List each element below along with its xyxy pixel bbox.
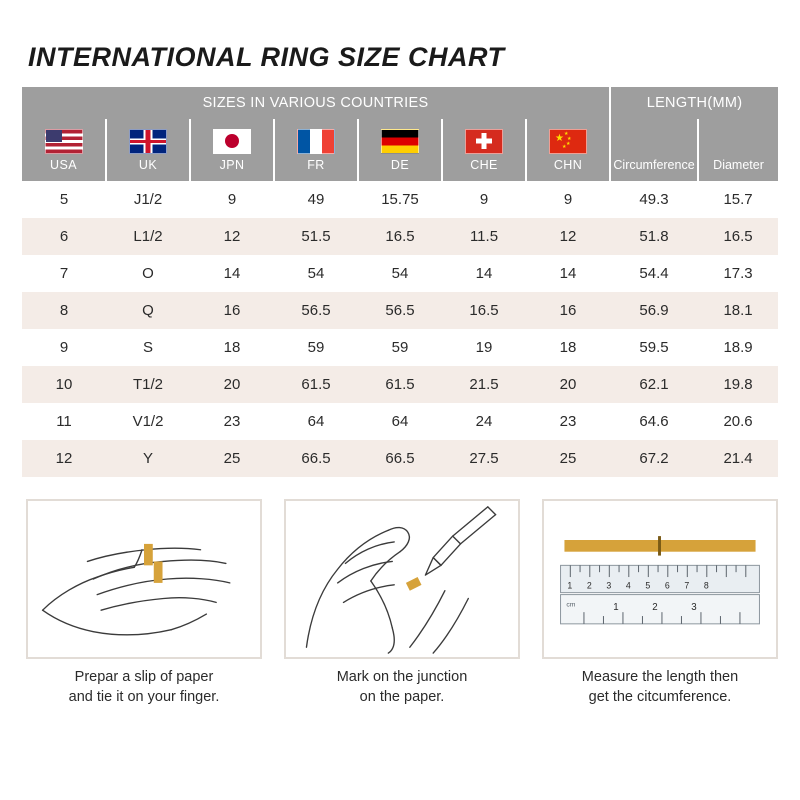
cell-chn: 25 — [526, 440, 610, 477]
cell-che: 9 — [442, 181, 526, 218]
column-header-jpn — [190, 119, 274, 181]
flag-fr-icon — [297, 129, 335, 154]
cell-circumference: 64.6 — [610, 403, 698, 440]
svg-text:2: 2 — [586, 580, 592, 591]
step-1-caption-line1: Prepar a slip of paper — [74, 669, 214, 685]
cell-chn: 20 — [526, 366, 610, 403]
cell-diameter: 19.8 — [698, 366, 778, 403]
cell-uk: V1/2 — [106, 403, 190, 440]
ring-size-table — [22, 87, 778, 477]
step-1 — [26, 499, 262, 707]
cell-circumference: 49.3 — [610, 181, 698, 218]
cell-circumference: 54.4 — [610, 255, 698, 292]
cell-uk: O — [106, 255, 190, 292]
cell-usa: 11 — [22, 403, 106, 440]
cell-che: 19 — [442, 329, 526, 366]
cell-circumference: 51.8 — [610, 218, 698, 255]
svg-text:4: 4 — [625, 580, 631, 591]
svg-text:6: 6 — [664, 580, 670, 591]
cell-fr: 59 — [274, 329, 358, 366]
svg-text:3: 3 — [606, 580, 612, 591]
table-row — [22, 218, 778, 255]
cell-fr: 66.5 — [274, 440, 358, 477]
cell-fr: 61.5 — [274, 366, 358, 403]
cell-diameter: 21.4 — [698, 440, 778, 477]
step-3-illustration — [542, 499, 778, 659]
step-1-illustration — [26, 499, 262, 659]
svg-text:1: 1 — [567, 580, 573, 591]
cell-fr: 64 — [274, 403, 358, 440]
table-flag-header-row — [22, 119, 778, 181]
cell-diameter: 15.7 — [698, 181, 778, 218]
cell-uk: Y — [106, 440, 190, 477]
cell-circumference: 67.2 — [610, 440, 698, 477]
step-2-caption-line1: Mark on the junction — [336, 669, 468, 685]
table-row — [22, 403, 778, 440]
table-row — [22, 255, 778, 292]
cell-usa: 9 — [22, 329, 106, 366]
cell-diameter: 17.3 — [698, 255, 778, 292]
svg-text:1: 1 — [613, 602, 619, 614]
flag-usa-icon — [45, 129, 83, 154]
column-header-de — [358, 119, 442, 181]
cell-fr: 56.5 — [274, 292, 358, 329]
svg-text:7: 7 — [684, 580, 690, 591]
flag-che-icon — [465, 129, 503, 154]
cell-de: 56.5 — [358, 292, 442, 329]
country-code-fr: FR — [307, 157, 325, 172]
svg-text:3: 3 — [691, 602, 697, 614]
group-header-countries: SIZES IN VARIOUS COUNTRIES — [22, 87, 610, 119]
step-3-caption-line1: Measure the length then — [581, 669, 739, 685]
column-header-fr — [274, 119, 358, 181]
country-code-uk: UK — [138, 157, 158, 172]
cell-chn: 18 — [526, 329, 610, 366]
cell-usa: 12 — [22, 440, 106, 477]
column-header-diameter — [698, 119, 778, 181]
cell-de: 16.5 — [358, 218, 442, 255]
cell-jpn: 9 — [190, 181, 274, 218]
cell-jpn: 16 — [190, 292, 274, 329]
cell-de: 59 — [358, 329, 442, 366]
table-row — [22, 366, 778, 403]
page-title: INTERNATIONAL RING SIZE CHART — [28, 42, 505, 72]
hand-pen-mark-icon — [286, 501, 518, 657]
hand-paper-strip-icon — [28, 501, 260, 657]
flag-de-icon — [381, 129, 419, 154]
step-2-caption-line2: on the paper. — [359, 688, 445, 705]
cell-chn: 9 — [526, 181, 610, 218]
step-1-caption-line2: and tie it on your finger. — [68, 688, 220, 705]
table-row — [22, 292, 778, 329]
step-2-illustration — [284, 499, 520, 659]
cell-de: 61.5 — [358, 366, 442, 403]
cell-de: 54 — [358, 255, 442, 292]
cell-chn: 14 — [526, 255, 610, 292]
cell-usa: 6 — [22, 218, 106, 255]
cell-circumference: 59.5 — [610, 329, 698, 366]
flag-jpn-icon — [213, 129, 251, 154]
column-label-circumference: Circumference — [613, 158, 695, 172]
table-row — [22, 181, 778, 218]
cell-che: 21.5 — [442, 366, 526, 403]
svg-text:2: 2 — [652, 602, 658, 614]
cell-uk: J1/2 — [106, 181, 190, 218]
table-group-header-row — [22, 87, 778, 119]
column-header-uk — [106, 119, 190, 181]
cell-de: 15.75 — [358, 181, 442, 218]
group-header-length: LENGTH(MM) — [610, 87, 778, 119]
table-row — [22, 329, 778, 366]
svg-text:8: 8 — [703, 580, 709, 591]
table-row — [22, 440, 778, 477]
flag-uk-icon — [129, 129, 167, 154]
cell-usa: 7 — [22, 255, 106, 292]
cell-jpn: 20 — [190, 366, 274, 403]
cell-usa: 8 — [22, 292, 106, 329]
svg-text:cm: cm — [566, 601, 576, 609]
cell-uk: S — [106, 329, 190, 366]
column-header-circumference — [610, 119, 698, 181]
cell-jpn: 14 — [190, 255, 274, 292]
cell-che: 27.5 — [442, 440, 526, 477]
country-code-che: CHE — [470, 157, 498, 172]
column-header-chn — [526, 119, 610, 181]
cell-uk: T1/2 — [106, 366, 190, 403]
cell-chn: 23 — [526, 403, 610, 440]
column-label-diameter: Diameter — [713, 158, 764, 172]
column-header-che — [442, 119, 526, 181]
cell-jpn: 23 — [190, 403, 274, 440]
cell-fr: 54 — [274, 255, 358, 292]
cell-diameter: 20.6 — [698, 403, 778, 440]
step-3-caption — [582, 668, 738, 707]
country-code-chn: CHN — [553, 157, 583, 172]
cell-jpn: 18 — [190, 329, 274, 366]
cell-usa: 10 — [22, 366, 106, 403]
step-3-caption-line2: get the citcumference. — [588, 688, 732, 705]
cell-circumference: 62.1 — [610, 366, 698, 403]
ruler-measure-icon — [544, 501, 776, 657]
cell-circumference: 56.9 — [610, 292, 698, 329]
cell-fr: 49 — [274, 181, 358, 218]
step-2 — [284, 499, 520, 707]
instruction-steps — [22, 499, 778, 707]
cell-uk: L1/2 — [106, 218, 190, 255]
step-1-caption — [69, 668, 220, 707]
cell-diameter: 18.1 — [698, 292, 778, 329]
cell-uk: Q — [106, 292, 190, 329]
cell-che: 24 — [442, 403, 526, 440]
cell-fr: 51.5 — [274, 218, 358, 255]
cell-che: 11.5 — [442, 218, 526, 255]
cell-che: 16.5 — [442, 292, 526, 329]
cell-chn: 12 — [526, 218, 610, 255]
country-code-de: DE — [390, 157, 410, 172]
country-code-usa: USA — [50, 157, 77, 172]
step-2-caption — [337, 668, 468, 707]
cell-diameter: 18.9 — [698, 329, 778, 366]
cell-che: 14 — [442, 255, 526, 292]
cell-usa: 5 — [22, 181, 106, 218]
step-3 — [542, 499, 778, 707]
country-code-jpn: JPN — [219, 157, 245, 172]
cell-chn: 16 — [526, 292, 610, 329]
flag-chn-icon: ★ ★ ★ ★ ★ — [549, 129, 587, 154]
cell-diameter: 16.5 — [698, 218, 778, 255]
cell-de: 66.5 — [358, 440, 442, 477]
cell-de: 64 — [358, 403, 442, 440]
svg-text:5: 5 — [645, 580, 651, 591]
cell-jpn: 12 — [190, 218, 274, 255]
cell-jpn: 25 — [190, 440, 274, 477]
column-header-usa — [22, 119, 106, 181]
